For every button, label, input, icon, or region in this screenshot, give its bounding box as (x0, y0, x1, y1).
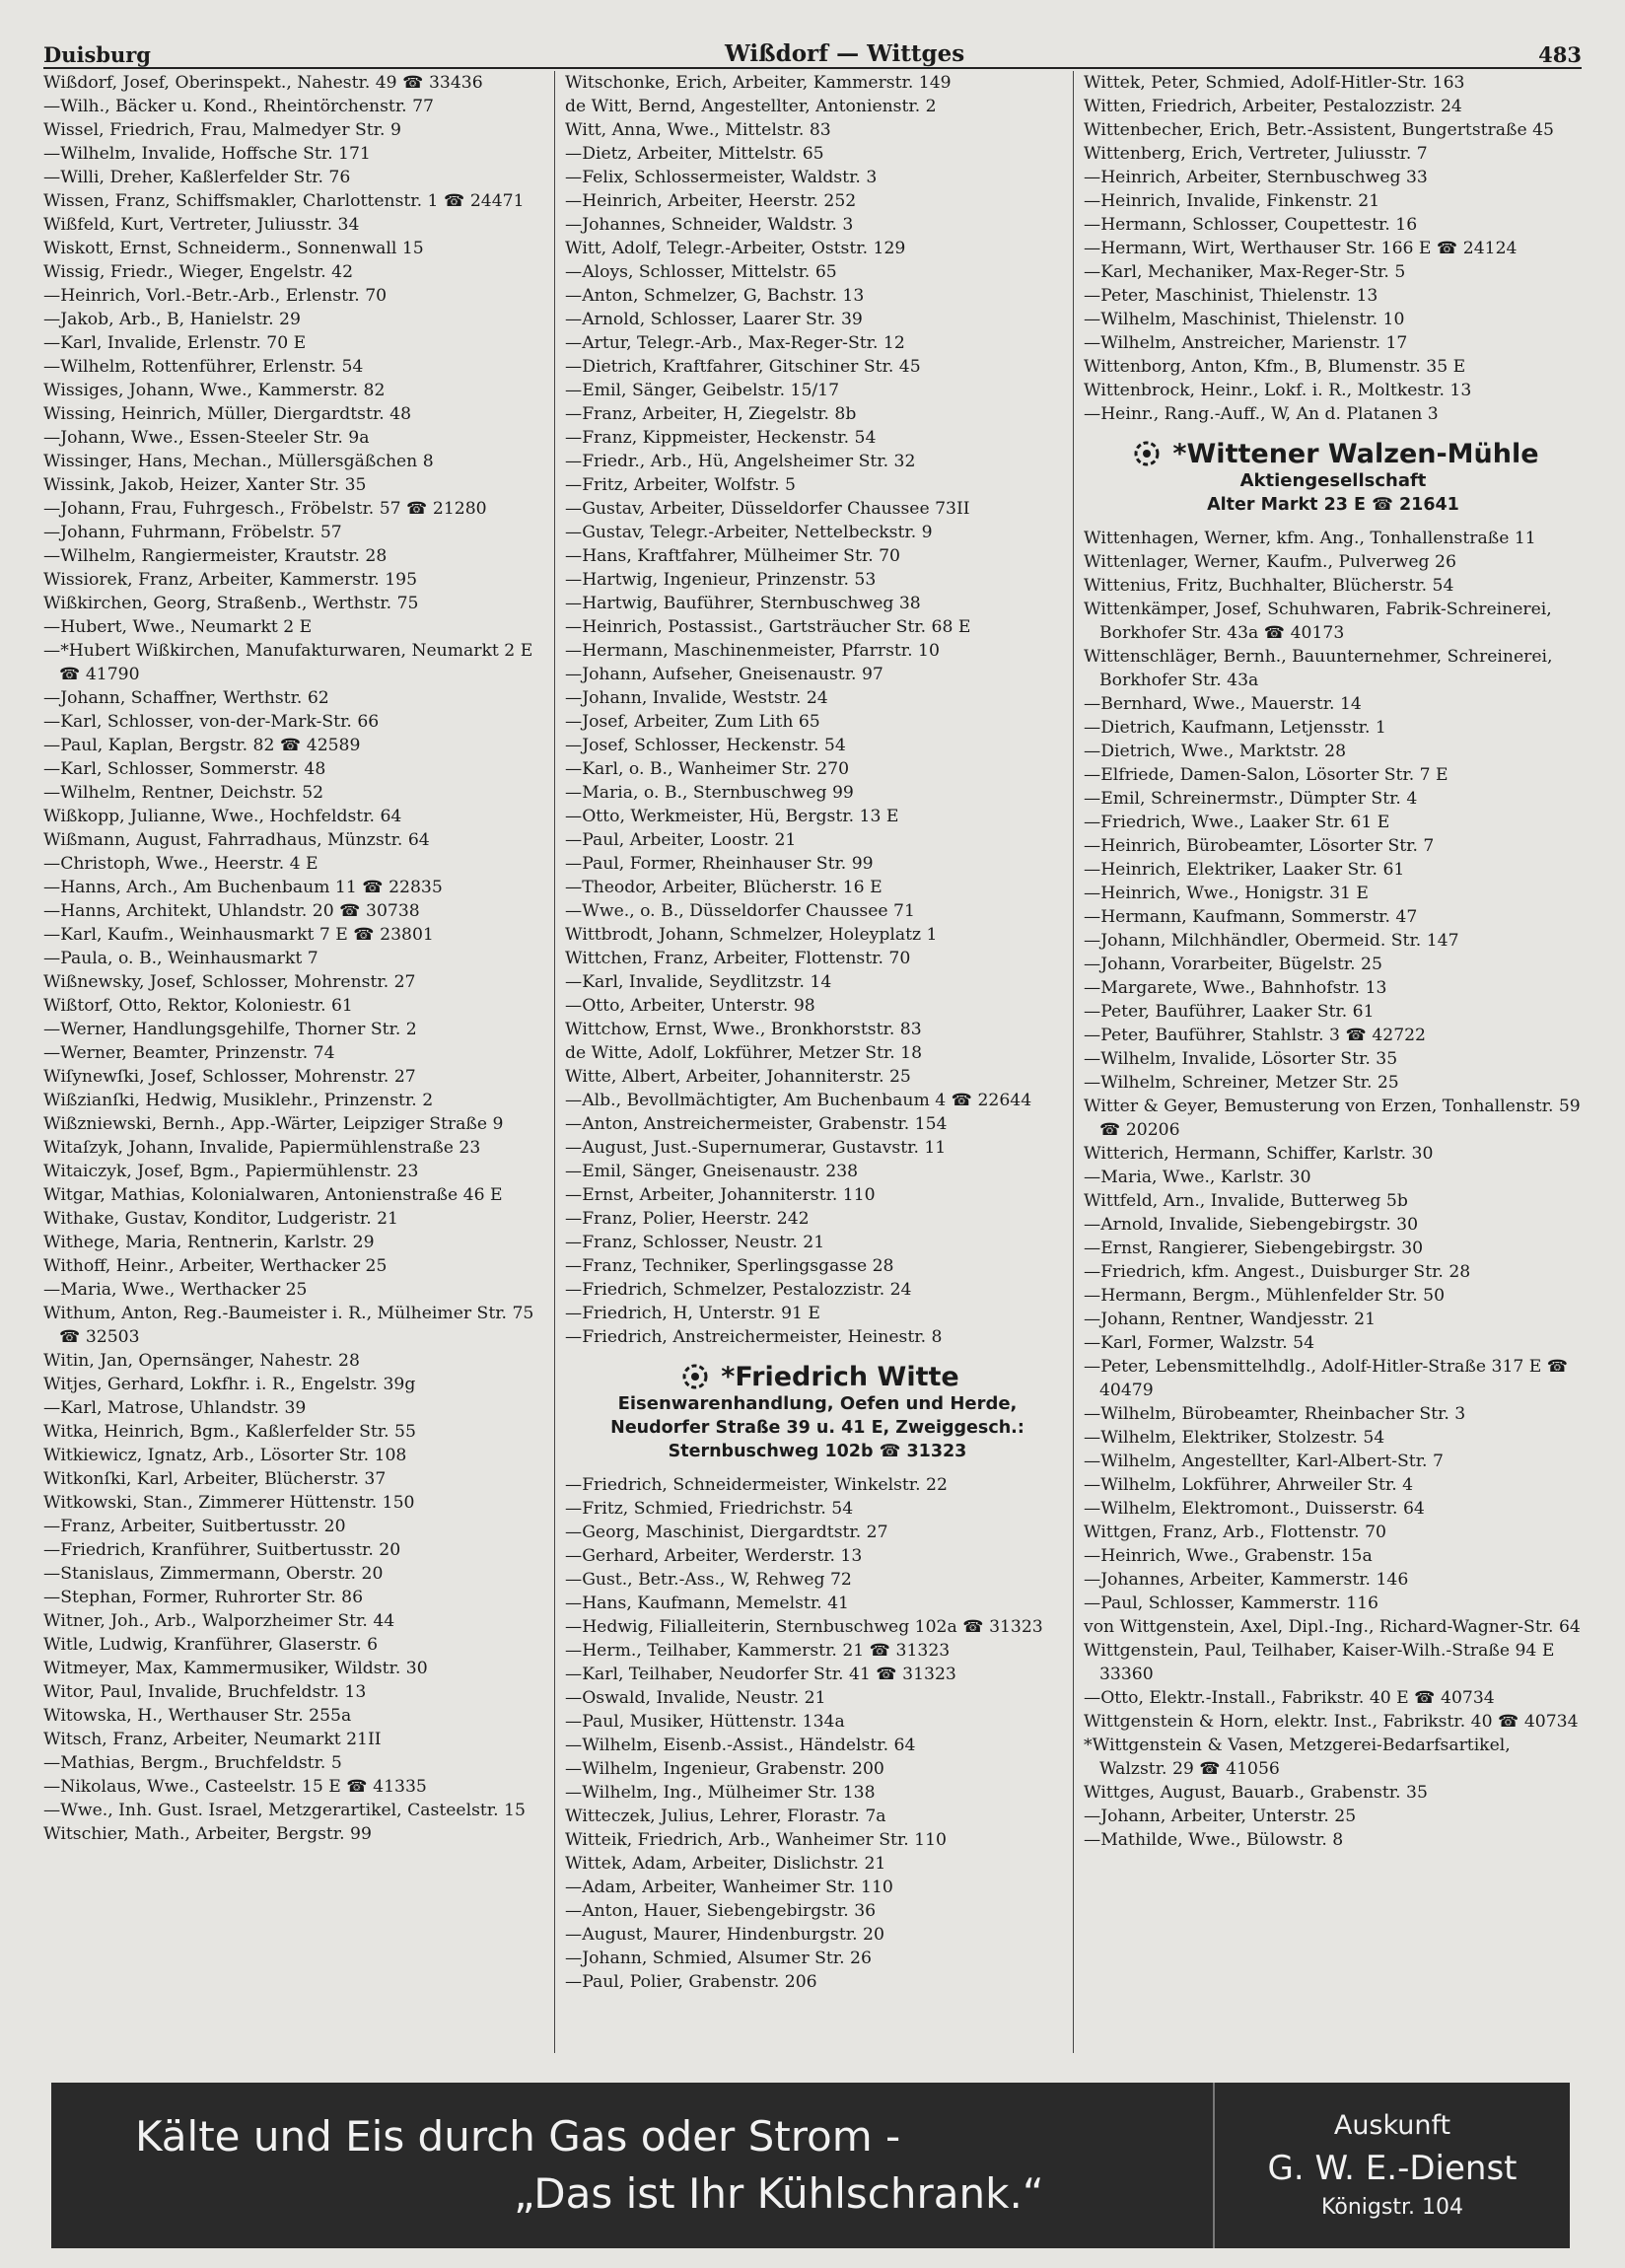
directory-entry: —Dietrich, Kaufmann, Letjensstr. 1 (1084, 718, 1386, 738)
directory-entry: —Stephan, Former, Ruhrorter Str. 86 (43, 1588, 364, 1607)
directory-entry: —Franz, Techniker, Sperlingsgasse 28 (565, 1256, 894, 1276)
directory-entry: —Karl, Kaufm., Weinhausmarkt 7 E ☎ 23801 (43, 925, 434, 945)
directory-entry: —Heinrich, Invalide, Finkenstr. 21 (1084, 191, 1380, 211)
directory-entry: Witle, Ludwig, Kranführer, Glaserstr. 6 (43, 1635, 379, 1655)
directory-entry: —Hedwig, Filialleiterin, Sternbuschweg 102a ☎ 31323 (565, 1617, 1043, 1637)
page-number: 483 (1538, 42, 1582, 67)
directory-entry: Witschier, Math., Arbeiter, Bergstr. 99 (43, 1824, 372, 1844)
banner-info-address: Königstr. 104 (1321, 2195, 1463, 2220)
ad-title (565, 1361, 1070, 1392)
directory-entry: Wittenbrock, Heinr., Lokf. i. R., Moltkestr. 13 (1084, 381, 1472, 400)
directory-entry: —Wilhelm, Ing., Mülheimer Str. 138 (565, 1783, 876, 1803)
directory-entry: —Franz, Arbeiter, Suitbertusstr. 20 (43, 1517, 346, 1536)
directory-entry: Witner, Joh., Arb., Walporzheimer Str. 44 (43, 1611, 395, 1631)
ad-line: Aktiengesellschaft (1239, 470, 1427, 491)
directory-entry: —Dietz, Arbeiter, Mittelstr. 65 (565, 144, 824, 164)
directory-entry: Witka, Heinrich, Bgm., Kaßlerfelder Str. 55 (43, 1422, 416, 1442)
directory-entry: —Maria, o. B., Sternbuschweg 99 (565, 783, 854, 803)
directory-entry: —*Hubert Wißkirchen, Manufakturwaren, Neumarkt 2 E ☎ 41790 (43, 641, 533, 684)
directory-entry: —Friedrich, Kranführer, Suitbertusstr. 20 (43, 1540, 401, 1560)
header-city: Duisburg (43, 42, 151, 67)
directory-entry: Wittfeld, Arn., Invalide, Butterweg 5b (1084, 1191, 1408, 1211)
directory-entry: Witkiewicz, Ignatz, Arb., Lösorter Str. 108 (43, 1446, 407, 1465)
directory-entry: Wittenhagen, Werner, kfm. Ang., Tonhallenstraße 11 (1084, 529, 1536, 548)
directory-entry: —August, Just.-Supernumerar, Gustavstr. 11 (565, 1138, 947, 1158)
directory-entry: Wittchow, Ernst, Wwe., Bronkhorststr. 83 (565, 1020, 922, 1039)
directory-entry: Witterich, Hermann, Schiffer, Karlstr. 30 (1084, 1144, 1434, 1164)
directory-entry: von Wittgenstein, Axel, Dipl.-Ing., Richard-Wagner-Str. 64 (1084, 1617, 1581, 1637)
directory-entry: —Fritz, Schmied, Friedrichstr. 54 (565, 1499, 854, 1519)
directory-entry: Wissing, Heinrich, Müller, Diergardtstr. 48 (43, 404, 412, 424)
directory-entry: —Johann, Aufseher, Gneisenaustr. 97 (565, 665, 883, 684)
directory-entry: —Wilhelm, Elektriker, Stolzestr. 54 (1084, 1428, 1385, 1448)
directory-entry: —Wilhelm, Elektromont., Duisserstr. 64 (1084, 1499, 1425, 1519)
banner-line-1: Kälte und Eis durch Gas oder Strom - (135, 2112, 901, 2161)
directory-entry: —Ernst, Arbeiter, Johanniterstr. 110 (565, 1185, 876, 1205)
directory-entry: Witin, Jan, Opernsänger, Nahestr. 28 (43, 1351, 360, 1371)
directory-entry: Wissink, Jakob, Heizer, Xanter Str. 35 (43, 475, 367, 495)
directory-entry: —Wilh., Bäcker u. Kond., Rheintörchenstr. 77 (43, 97, 434, 116)
directory-entry: —Karl, Matrose, Uhlandstr. 39 (43, 1398, 307, 1418)
directory-entry: —Friedrich, Wwe., Laaker Str. 61 E (1084, 813, 1390, 832)
directory-entry: Witter & Geyer, Bemusterung von Erzen, Tonhallenstr. 59 ☎ 20206 (1084, 1097, 1581, 1140)
directory-entry: —Emil, Sänger, Gneisenaustr. 238 (565, 1162, 859, 1181)
directory-entry: —Josef, Schlosser, Heckenstr. 54 (565, 736, 846, 755)
directory-entry: —Paul, Arbeiter, Loostr. 21 (565, 830, 797, 850)
directory-entry: —Heinrich, Vorl.-Betr.-Arb., Erlenstr. 70 (43, 286, 388, 306)
directory-entry: —Josef, Arbeiter, Zum Lith 65 (565, 712, 820, 732)
directory-entry: —Arnold, Invalide, Siebengebirgstr. 30 (1084, 1215, 1418, 1235)
directory-entry: de Witt, Bernd, Angestellter, Antonienstr. 2 (565, 97, 937, 116)
column-3 (1073, 71, 1583, 2053)
directory-entry: —Fritz, Arbeiter, Wolfstr. 5 (565, 475, 796, 495)
directory-entry: —Peter, Bauführer, Stahlstr. 3 ☎ 42722 (1084, 1026, 1426, 1045)
directory-entry: Wißmann, August, Fahrradhaus, Münzstr. 64 (43, 830, 430, 850)
ad-title-text: *Friedrich Witte (721, 1361, 959, 1392)
directory-entry: Wissen, Franz, Schiffsmakler, Charlottenstr. 1 ☎ 24471 (43, 191, 525, 211)
directory-entry: —Werner, Beamter, Prinzenstr. 74 (43, 1043, 335, 1063)
directory-entry: —Maria, Wwe., Werthacker 25 (43, 1280, 308, 1300)
directory-entry: Witte, Albert, Arbeiter, Johanniterstr. 25 (565, 1067, 911, 1087)
directory-entry: —Peter, Bauführer, Laaker Str. 61 (1084, 1002, 1375, 1022)
directory-entry: Wißzniewski, Bernh., App.-Wärter, Leipziger Straße 9 (43, 1114, 504, 1134)
directory-entry: Wißnewsky, Josef, Schlosser, Mohrenstr. 27 (43, 972, 416, 992)
ad-line: Alter Markt 23 E ☎ 21641 (1207, 495, 1459, 515)
directory-entry: —Friedrich, kfm. Angest., Duisburger Str. 28 (1084, 1262, 1471, 1282)
directory-entry: Wißtorf, Otto, Rektor, Koloniestr. 61 (43, 996, 353, 1016)
directory-entry: —Karl, Invalide, Seydlitzstr. 14 (565, 972, 832, 992)
directory-entry: —Wilhelm, Anstreicher, Marienstr. 17 (1084, 333, 1408, 353)
directory-entry: —Dietrich, Kraftfahrer, Gitschiner Str. 45 (565, 357, 921, 377)
directory-entry: —Paul, Musiker, Hüttenstr. 134a (565, 1712, 845, 1732)
directory-entry: Wittenschläger, Bernh., Bauunternehmer, Schreinerei, Borkhofer Str. 43a (1084, 647, 1553, 690)
directory-entry: Wissel, Friedrich, Frau, Malmedyer Str. 9 (43, 120, 401, 140)
directory-entry: —Johann, Invalide, Weststr. 24 (565, 688, 828, 708)
directory-entry: Wittges, August, Bauarb., Grabenstr. 35 (1084, 1783, 1428, 1803)
directory-entry: —Artur, Telegr.-Arb., Max-Reger-Str. 12 (565, 333, 905, 353)
directory-entry: —Margarete, Wwe., Bahnhofstr. 13 (1084, 978, 1387, 998)
directory-entry: —Ernst, Rangierer, Siebengebirgstr. 30 (1084, 1239, 1424, 1258)
telephone-symbol-icon (675, 1361, 715, 1392)
directory-entry: Wißzianſki, Hedwig, Musiklehr., Prinzenstr. 2 (43, 1091, 434, 1110)
directory-entry: —Johann, Frau, Fuhrgesch., Fröbelstr. 57 ☎ 21280 (43, 499, 487, 519)
directory-entry: —Maria, Wwe., Karlstr. 30 (1084, 1168, 1311, 1187)
directory-entry: —Gust., Betr.-Ass., W, Rehweg 72 (565, 1570, 852, 1590)
directory-entry: Witjes, Gerhard, Lokfhr. i. R., Engelstr. 39g (43, 1375, 416, 1394)
directory-entry: Withum, Anton, Reg.-Baumeister i. R., Mülheimer Str. 75 ☎ 32503 (43, 1304, 534, 1347)
directory-entry: Withake, Gustav, Konditor, Ludgeristr. 21 (43, 1209, 398, 1229)
directory-entry: —Hermann, Maschinenmeister, Pfarrstr. 10 (565, 641, 940, 661)
directory-entry: —Johann, Wwe., Essen-Steeler Str. 9a (43, 428, 370, 448)
directory-entry: —Paul, Schlosser, Kammerstr. 116 (1084, 1594, 1378, 1613)
directory-entry: —Hermann, Wirt, Werthauser Str. 166 E ☎ 24124 (1084, 239, 1518, 258)
directory-entry: —Paul, Former, Rheinhauser Str. 99 (565, 854, 874, 874)
directory-entry: Wissinger, Hans, Mechan., Müllersgäßchen 8 (43, 452, 434, 471)
directory-entry: Witmeyer, Max, Kammermusiker, Wildstr. 30 (43, 1659, 428, 1678)
ad-title (1084, 438, 1583, 469)
directory-entry: Wittchen, Franz, Arbeiter, Flottenstr. 70 (565, 949, 911, 968)
directory-entry: —Karl, o. B., Wanheimer Str. 270 (565, 759, 850, 779)
directory-entry: Witaiczyk, Josef, Bgm., Papiermühlenstr. 23 (43, 1162, 419, 1181)
directory-entry: —Stanislaus, Zimmermann, Oberstr. 20 (43, 1564, 384, 1584)
ad-line: Eisenwarenhandlung, Oefen und Herde, (617, 1393, 1018, 1414)
directory-entry: Wißfeld, Kurt, Vertreter, Juliusstr. 34 (43, 215, 360, 235)
banner-slogan (51, 2108, 1213, 2223)
directory-entry: —Wwe., Inh. Gust. Israel, Metzgerartikel, Casteelstr. 15 (43, 1801, 526, 1820)
directory-entry: —Karl, Former, Walzstr. 54 (1084, 1333, 1315, 1353)
directory-entry: —Heinrich, Wwe., Honigstr. 31 E (1084, 884, 1369, 903)
directory-entry: —Wilhelm, Rottenführer, Erlenstr. 54 (43, 357, 364, 377)
directory-entry: —Hartwig, Bauführer, Sternbuschweg 38 (565, 594, 921, 613)
directory-entry: de Witte, Adolf, Lokführer, Metzer Str. 18 (565, 1043, 923, 1063)
banner-info-title: Auskunft (1333, 2110, 1451, 2141)
directory-entry: Witaſzyk, Johann, Invalide, Papiermühlenstraße 23 (43, 1138, 481, 1158)
directory-entry: —Anton, Schmelzer, G, Bachstr. 13 (565, 286, 865, 306)
directory-columns (43, 71, 1582, 2053)
directory-entry: —Wilhelm, Rangiermeister, Krautstr. 28 (43, 546, 388, 566)
directory-entry: —Gustav, Arbeiter, Düsseldorfer Chaussee 73II (565, 499, 970, 519)
directory-entry: —Wilhelm, Invalide, Lösorter Str. 35 (1084, 1049, 1398, 1069)
directory-entry: —Johann, Schmied, Alsumer Str. 26 (565, 1949, 872, 1968)
directory-entry: Wißkirchen, Georg, Straßenb., Werthstr. 75 (43, 594, 419, 613)
directory-entry: Witowska, H., Werthauser Str. 255a (43, 1706, 352, 1726)
directory-entry: Witteik, Friedrich, Arb., Wanheimer Str. 110 (565, 1830, 947, 1850)
directory-entry: —Alb., Bevollmächtigter, Am Buchenbaum 4 ☎ 22644 (565, 1091, 1032, 1110)
banner-info (1213, 2083, 1570, 2248)
directory-entry: —Herm., Teilhaber, Kammerstr. 21 ☎ 31323 (565, 1641, 951, 1661)
directory-entry: —Johann, Fuhrmann, Fröbelstr. 57 (43, 523, 342, 542)
directory-entry: —Heinrich, Bürobeamter, Lösorter Str. 7 (1084, 836, 1435, 856)
ad-title-text: *Wittener Walzen-Mühle (1172, 438, 1539, 469)
directory-entry: Wiskott, Ernst, Schneiderm., Sonnenwall 15 (43, 239, 424, 258)
directory-entry: Wiſynewſki, Josef, Schlosser, Mohrenstr. 27 (43, 1067, 416, 1087)
directory-entry: Witten, Friedrich, Arbeiter, Pestalozzistr. 24 (1084, 97, 1462, 116)
directory-entry: Witschonke, Erich, Arbeiter, Kammerstr. 149 (565, 73, 952, 93)
directory-entry: —Peter, Lebensmittelhdlg., Adolf-Hitler-Straße 317 E ☎ 40479 (1084, 1357, 1569, 1400)
directory-entry: —Jakob, Arb., B, Hanielstr. 29 (43, 310, 301, 329)
ad-line: Sternbuschweg 102b ☎ 31323 (668, 1442, 967, 1461)
directory-entry: —Hartwig, Ingenieur, Prinzenstr. 53 (565, 570, 877, 590)
directory-entry: —Anton, Anstreichermeister, Grabenstr. 154 (565, 1114, 948, 1134)
directory-entry: —Heinrich, Postassist., Gartsträucher Str. 68 E (565, 617, 971, 637)
directory-entry: —Aloys, Schlosser, Mittelstr. 65 (565, 262, 837, 282)
directory-entry: —Johann, Rentner, Wandjesstr. 21 (1084, 1310, 1377, 1329)
directory-entry: Wittek, Adam, Arbeiter, Dislichstr. 21 (565, 1854, 886, 1874)
ad-line: Neudorfer Straße 39 u. 41 E, Zweiggesch.: (610, 1418, 1024, 1438)
directory-entry: Withege, Maria, Rentnerin, Karlstr. 29 (43, 1233, 375, 1252)
directory-entry: —Peter, Maschinist, Thielenstr. 13 (1084, 286, 1378, 306)
directory-entry: —Wilhelm, Invalide, Hoffsche Str. 171 (43, 144, 371, 164)
directory-entry: —Wilhelm, Bürobeamter, Rheinbacher Str. 3 (1084, 1404, 1466, 1424)
directory-entry: —Theodor, Arbeiter, Blücherstr. 16 E (565, 878, 883, 897)
directory-entry: Wittbrodt, Johann, Schmelzer, Holeyplatz 1 (565, 925, 938, 945)
directory-entry: Wittgen, Franz, Arb., Flottenstr. 70 (1084, 1523, 1386, 1542)
directory-entry: —Franz, Schlosser, Neustr. 21 (565, 1233, 825, 1252)
directory-entry: —Mathilde, Wwe., Bülowstr. 8 (1084, 1830, 1344, 1850)
directory-entry: —Werner, Handlungsgehilfe, Thorner Str. 2 (43, 1020, 417, 1039)
advertisement-banner (51, 2083, 1570, 2248)
directory-entry: Wissiges, Johann, Wwe., Kammerstr. 82 (43, 381, 386, 400)
directory-entry: —Otto, Arbeiter, Unterstr. 98 (565, 996, 815, 1016)
directory-entry: —Wilhelm, Maschinist, Thielenstr. 10 (1084, 310, 1405, 329)
directory-entry: —Paula, o. B., Weinhausmarkt 7 (43, 949, 318, 968)
directory-entry: —Paul, Polier, Grabenstr. 206 (565, 1972, 817, 1992)
directory-entry: —Mathias, Bergm., Bruchfeldstr. 5 (43, 1753, 342, 1773)
directory-entry: —Heinrich, Elektriker, Laaker Str. 61 (1084, 860, 1405, 880)
directory-entry: —Bernhard, Wwe., Mauerstr. 14 (1084, 694, 1362, 714)
directory-entry: —Johannes, Schneider, Waldstr. 3 (565, 215, 854, 235)
directory-entry: —Heinrich, Wwe., Grabenstr. 15a (1084, 1546, 1373, 1566)
directory-entry: —Friedr., Arb., Hü, Angelsheimer Str. 32 (565, 452, 916, 471)
directory-entry: —Felix, Schlossermeister, Waldstr. 3 (565, 168, 878, 187)
directory-entry: —Otto, Werkmeister, Hü, Bergstr. 13 E (565, 807, 899, 826)
advertisement-entry (565, 1361, 1070, 1463)
directory-entry: —Johann, Milchhändler, Obermeid. Str. 147 (1084, 931, 1459, 951)
directory-entry: —Oswald, Invalide, Neustr. 21 (565, 1688, 826, 1708)
directory-entry: Witkonſki, Karl, Arbeiter, Blücherstr. 37 (43, 1469, 387, 1489)
directory-entry: Wißdorf, Josef, Oberinspekt., Nahestr. 49 ☎ 33436 (43, 73, 483, 93)
directory-entry: Withoff, Heinr., Arbeiter, Werthacker 25 (43, 1256, 388, 1276)
column-1 (43, 71, 542, 2053)
directory-entry: —Karl, Teilhaber, Neudorfer Str. 41 ☎ 31323 (565, 1665, 956, 1684)
directory-entry: —Karl, Invalide, Erlenstr. 70 E (43, 333, 307, 353)
directory-entry: —Friedrich, Schneidermeister, Winkelstr. 22 (565, 1475, 948, 1495)
page-header (43, 28, 1582, 69)
directory-entry: —Friedrich, Schmelzer, Pestalozzistr. 24 (565, 1280, 912, 1300)
directory-entry: —Heinr., Rang.-Auff., W, An d. Platanen 3 (1084, 404, 1439, 424)
directory-entry: —Georg, Maschinist, Diergardtstr. 27 (565, 1523, 888, 1542)
directory-entry: Wittgenstein & Horn, elektr. Inst., Fabrikstr. 40 ☎ 40734 (1084, 1712, 1579, 1732)
column-2 (554, 71, 1070, 2053)
directory-entry: —Hans, Kraftfahrer, Mülheimer Str. 70 (565, 546, 900, 566)
directory-entry: —Wilhelm, Rentner, Deichstr. 52 (43, 783, 324, 803)
telephone-symbol-icon (1127, 438, 1166, 469)
directory-entry: Witgar, Mathias, Kolonialwaren, Antonienstraße 46 E (43, 1185, 503, 1205)
directory-entry: —Wilhelm, Ingenieur, Grabenstr. 200 (565, 1759, 884, 1779)
directory-entry: —Otto, Elektr.-Install., Fabrikstr. 40 E ☎ 40734 (1084, 1688, 1495, 1708)
directory-entry: Wittenborg, Anton, Kfm., B, Blumenstr. 35 E (1084, 357, 1466, 377)
directory-entry: —Christoph, Wwe., Heerstr. 4 E (43, 854, 318, 874)
directory-entry: Witteczek, Julius, Lehrer, Florastr. 7a (565, 1807, 886, 1826)
directory-entry: —Dietrich, Wwe., Marktstr. 28 (1084, 742, 1347, 761)
header-range: Wißdorf — Wittges (724, 40, 965, 67)
directory-entry: —Heinrich, Arbeiter, Sternbuschweg 33 (1084, 168, 1428, 187)
directory-entry: Witkowski, Stan., Zimmerer Hüttenstr. 150 (43, 1493, 415, 1513)
directory-entry: —Franz, Arbeiter, H, Ziegelstr. 8b (565, 404, 857, 424)
directory-entry: —Gustav, Telegr.-Arbeiter, Nettelbeckstr. 9 (565, 523, 933, 542)
directory-entry: —Willi, Dreher, Kaßlerfelder Str. 76 (43, 168, 351, 187)
directory-entry: —Nikolaus, Wwe., Casteelstr. 15 E ☎ 41335 (43, 1777, 427, 1797)
directory-entry: —Johann, Schaffner, Werthstr. 62 (43, 688, 329, 708)
advertisement-entry (1084, 438, 1583, 517)
directory-entry: —Johann, Arbeiter, Unterstr. 25 (1084, 1807, 1357, 1826)
directory-entry: Witt, Anna, Wwe., Mittelstr. 83 (565, 120, 831, 140)
directory-entry: Wittek, Peter, Schmied, Adolf-Hitler-Str. 163 (1084, 73, 1465, 93)
directory-entry: —Wwe., o. B., Düsseldorfer Chaussee 71 (565, 901, 915, 921)
directory-entry: Wittenkämper, Josef, Schuhwaren, Fabrik-Schreinerei, Borkhofer Str. 43a ☎ 40173 (1084, 600, 1552, 643)
directory-entry: —Wilhelm, Eisenb.-Assist., Händelstr. 64 (565, 1736, 916, 1755)
directory-entry: —Wilhelm, Schreiner, Metzer Str. 25 (1084, 1073, 1399, 1093)
directory-entry: Wittenberg, Erich, Vertreter, Juliusstr. 7 (1084, 144, 1428, 164)
directory-entry: —Gerhard, Arbeiter, Werderstr. 13 (565, 1546, 863, 1566)
directory-entry: —Hermann, Bergm., Mühlenfelder Str. 50 (1084, 1286, 1446, 1306)
directory-entry: —Emil, Schreinermstr., Dümpter Str. 4 (1084, 789, 1418, 809)
directory-entry: —Anton, Hauer, Siebengebirgstr. 36 (565, 1901, 877, 1921)
directory-entry: Wittenlager, Werner, Kaufm., Pulverweg 26 (1084, 552, 1456, 572)
directory-entry: Wissiorek, Franz, Arbeiter, Kammerstr. 195 (43, 570, 418, 590)
directory-entry: —Johann, Vorarbeiter, Bügelstr. 25 (1084, 955, 1382, 974)
directory-entry: —Heinrich, Arbeiter, Heerstr. 252 (565, 191, 857, 211)
directory-entry: —Hanns, Arch., Am Buchenbaum 11 ☎ 22835 (43, 878, 443, 897)
directory-entry: —Elfriede, Damen-Salon, Lösorter Str. 7 E (1084, 765, 1448, 785)
directory-entry: —Wilhelm, Lokführer, Ahrweiler Str. 4 (1084, 1475, 1414, 1495)
banner-info-name: G. W. E.-Dienst (1267, 2149, 1518, 2188)
directory-entry: —Friedrich, Anstreichermeister, Heinestr. 8 (565, 1327, 943, 1347)
directory-entry: —Paul, Kaplan, Bergstr. 82 ☎ 42589 (43, 736, 361, 755)
directory-entry: —Friedrich, H, Unterstr. 91 E (565, 1304, 820, 1323)
directory-entry: —Arnold, Schlosser, Laarer Str. 39 (565, 310, 863, 329)
directory-entry: *Wittgenstein & Vasen, Metzgerei-Bedarfsartikel, Walzstr. 29 ☎ 41056 (1084, 1736, 1511, 1779)
directory-entry: —Emil, Sänger, Geibelstr. 15/17 (565, 381, 840, 400)
directory-entry: —Karl, Schlosser, von-der-Mark-Str. 66 (43, 712, 380, 732)
directory-entry: —Hubert, Wwe., Neumarkt 2 E (43, 617, 313, 637)
directory-entry: Wittenius, Fritz, Buchhalter, Blücherstr. 54 (1084, 576, 1454, 596)
directory-entry: —Hermann, Kaufmann, Sommerstr. 47 (1084, 907, 1418, 927)
directory-entry: —Franz, Polier, Heerstr. 242 (565, 1209, 810, 1229)
directory-entry: Wittenbecher, Erich, Betr.-Assistent, Bungertstraße 45 (1084, 120, 1554, 140)
directory-entry: Witt, Adolf, Telegr.-Arbeiter, Oststr. 129 (565, 239, 906, 258)
directory-entry: Wissig, Friedr., Wieger, Engelstr. 42 (43, 262, 354, 282)
directory-entry: —Karl, Mechaniker, Max-Reger-Str. 5 (1084, 262, 1406, 282)
directory-entry: Witsch, Franz, Arbeiter, Neumarkt 21II (43, 1730, 382, 1749)
directory-entry: —Franz, Kippmeister, Heckenstr. 54 (565, 428, 877, 448)
directory-entry: —Hanns, Architekt, Uhlandstr. 20 ☎ 30738 (43, 901, 420, 921)
directory-entry: —Wilhelm, Angestellter, Karl-Albert-Str. 7 (1084, 1452, 1444, 1471)
directory-entry: —Karl, Schlosser, Sommerstr. 48 (43, 759, 326, 779)
banner-line-2: „Das ist Ihr Kühlschrank.“ (514, 2169, 1044, 2218)
directory-entry: Wißkopp, Julianne, Wwe., Hochfeldstr. 64 (43, 807, 402, 826)
directory-entry: —Hermann, Schlosser, Coupettestr. 16 (1084, 215, 1418, 235)
directory-entry: —Adam, Arbeiter, Wanheimer Str. 110 (565, 1878, 893, 1897)
directory-entry: —Johannes, Arbeiter, Kammerstr. 146 (1084, 1570, 1409, 1590)
directory-entry: Witor, Paul, Invalide, Bruchfeldstr. 13 (43, 1682, 367, 1702)
directory-entry: —Hans, Kaufmann, Memelstr. 41 (565, 1594, 849, 1613)
directory-entry: —August, Maurer, Hindenburgstr. 20 (565, 1925, 884, 1945)
directory-entry: Wittgenstein, Paul, Teilhaber, Kaiser-Wilh.-Straße 94 E 33360 (1084, 1641, 1555, 1684)
